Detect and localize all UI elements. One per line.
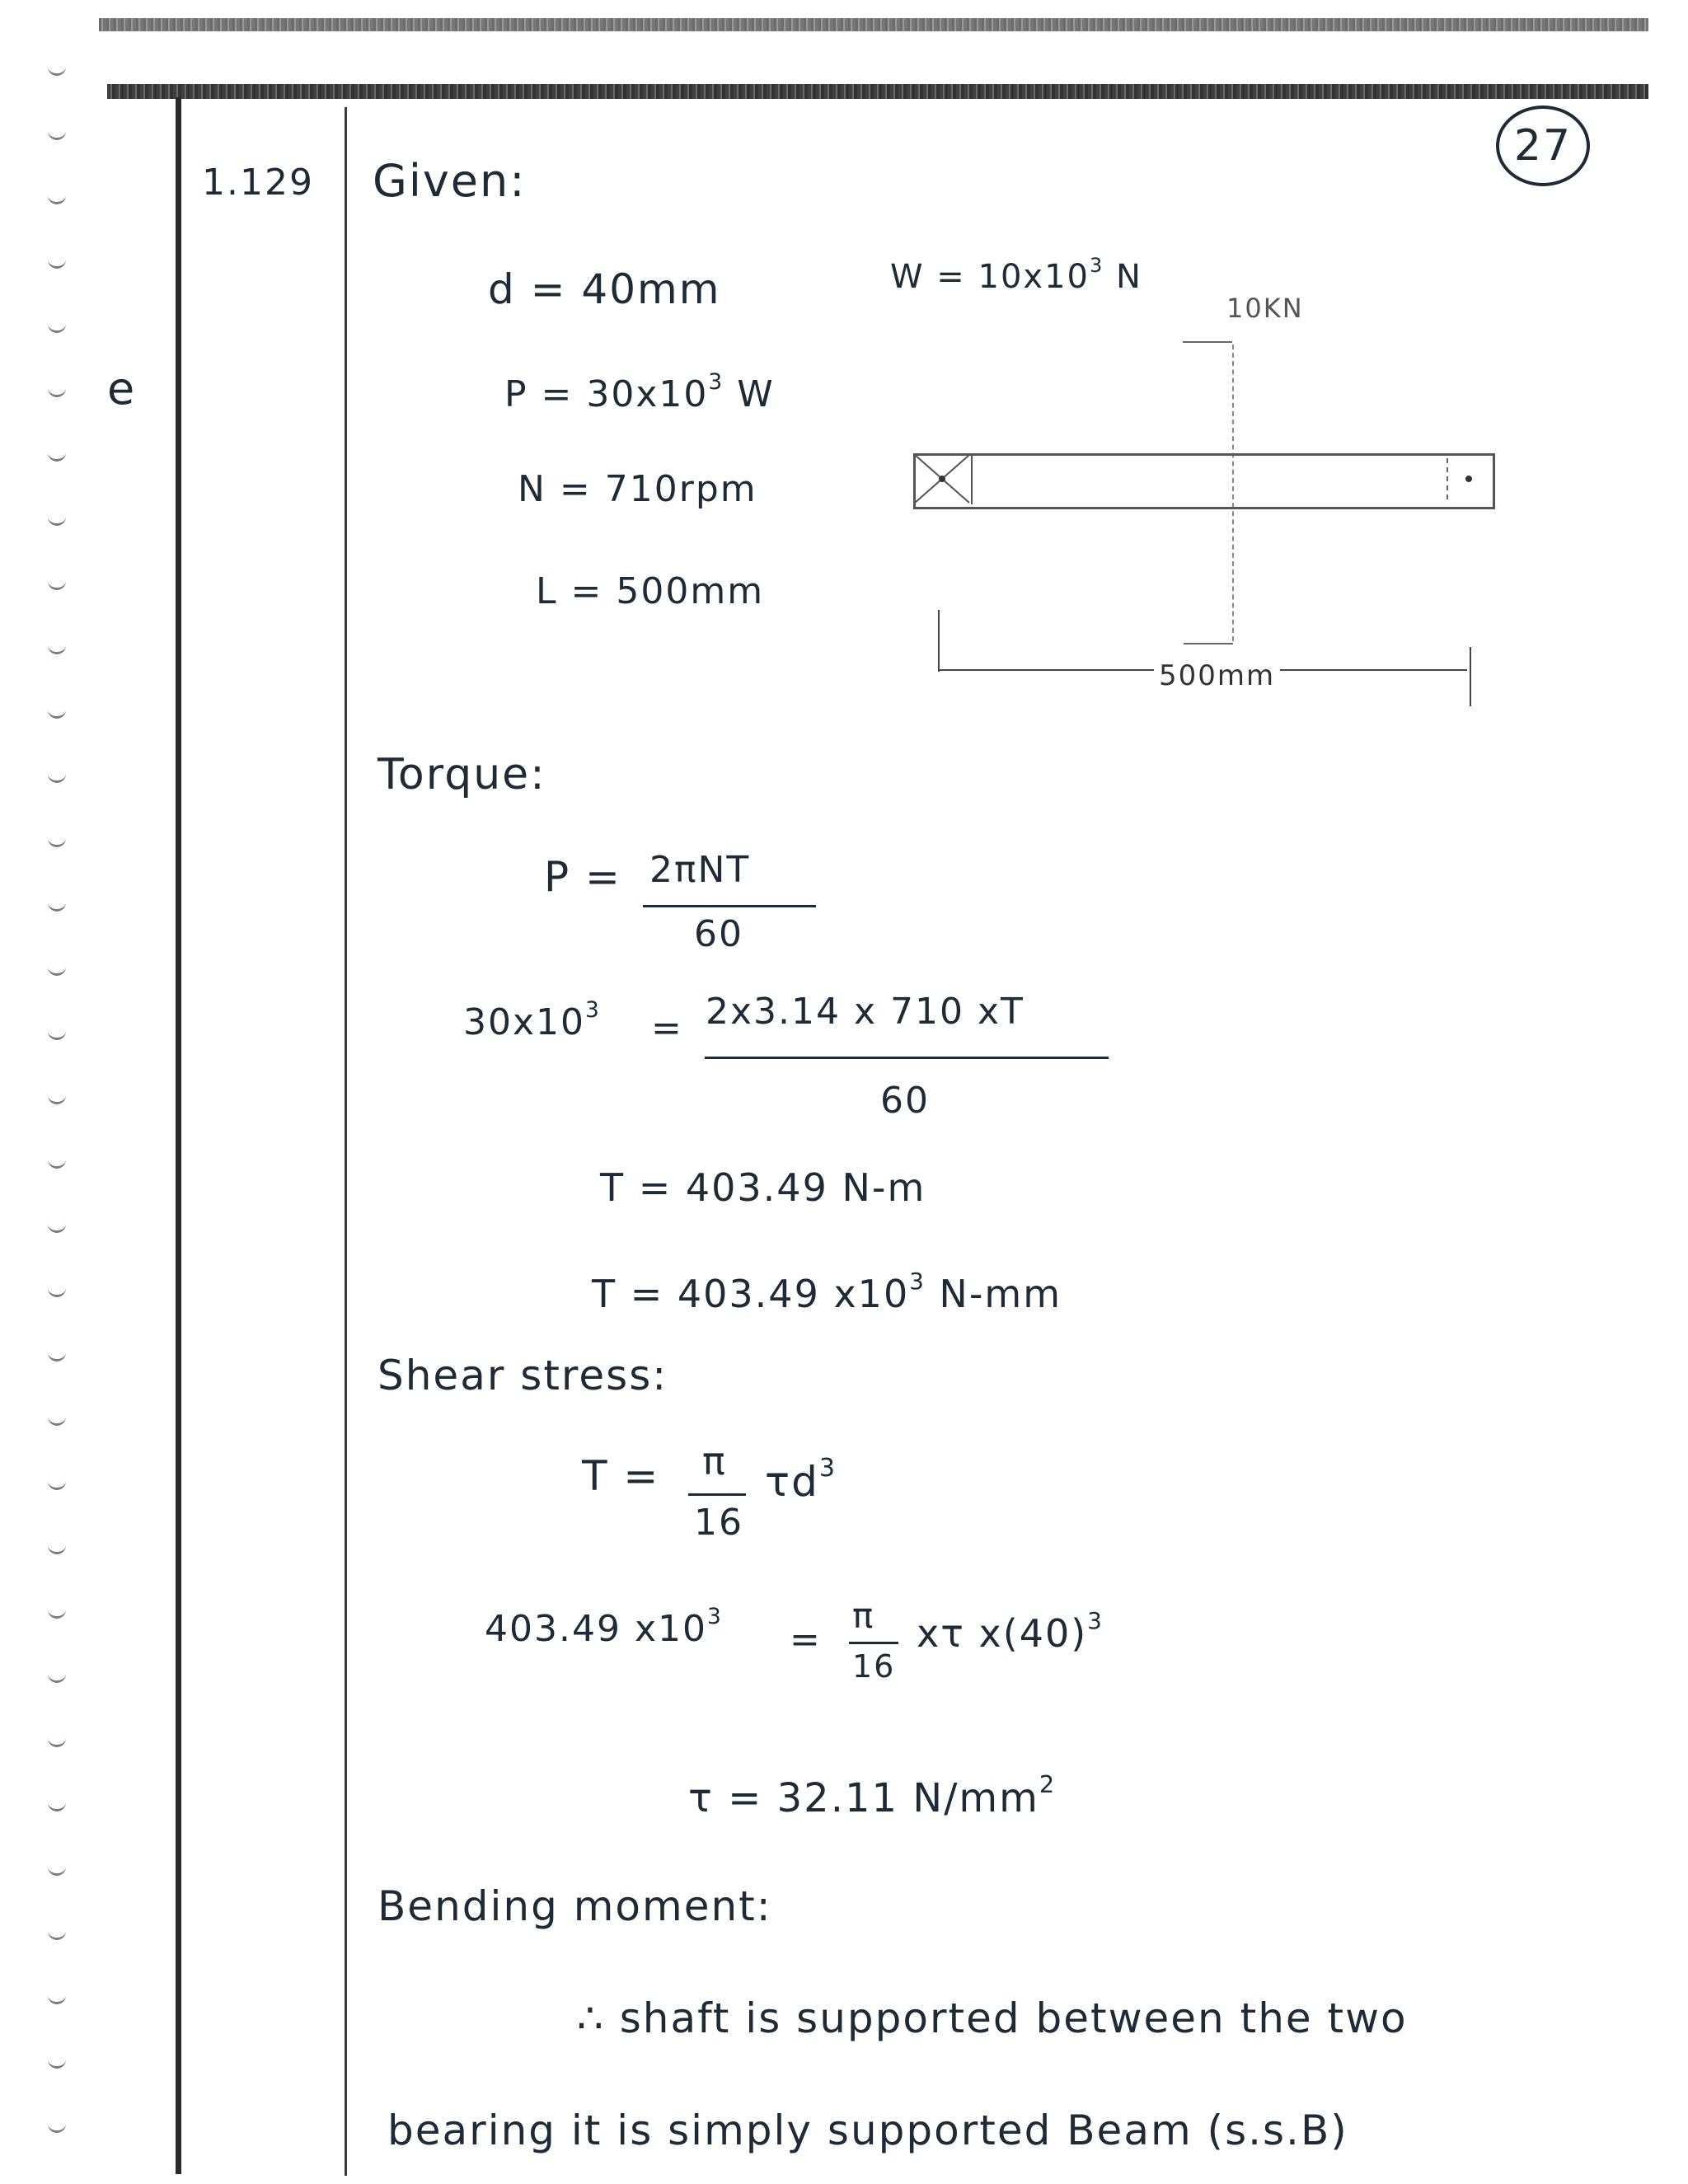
spiral-hole <box>48 62 66 76</box>
shear-eq2-den: 16 <box>852 1648 896 1685</box>
spiral-hole <box>48 2055 66 2069</box>
shear-eq1-lhs: T = <box>582 1452 660 1500</box>
problem-number: 1.129 <box>202 162 314 204</box>
spiral-hole <box>48 1283 66 1297</box>
shear-result: τ = 32.11 $N/mm^2$ <box>688 1770 1057 1822</box>
left-bearing <box>913 453 973 504</box>
given-l: L = 500mm <box>536 570 765 612</box>
shear-eq2-bar <box>849 1642 898 1644</box>
torque-eq1-den: 60 <box>694 913 743 955</box>
load-label: 10KN <box>1226 293 1304 324</box>
page-number: 27 <box>1513 121 1573 171</box>
torque-heading: Torque: <box>377 750 546 799</box>
spiral-hole <box>48 1605 66 1619</box>
spiral-hole <box>48 190 66 204</box>
spiral-hole <box>48 1219 66 1233</box>
page-number-circle <box>1496 105 1590 186</box>
spiral-hole <box>48 833 66 847</box>
torque-eq2-bar <box>705 1057 1109 1059</box>
torque-eq2-num: 2x3.14 x 710 xT <box>706 991 1025 1033</box>
spiral-hole <box>48 1797 66 1811</box>
torque-eq1-num: 2πNT <box>649 849 751 891</box>
spiral-hole <box>48 1669 66 1683</box>
span-label: 500mm <box>1154 659 1280 692</box>
beam-shaft <box>913 453 1495 509</box>
dimension-tick-right <box>1470 647 1471 706</box>
bending-line-2: bearing it is simply supported Beam (s.s.B) <box>387 2107 1348 2154</box>
given-p: $P = 30x10^3$ W <box>504 369 775 416</box>
spiral-hole <box>48 640 66 654</box>
spiral-hole <box>48 962 66 976</box>
spiral-hole <box>48 2119 66 2133</box>
spiral-hole <box>48 1990 66 2004</box>
torque-eq2-eq: = <box>651 1007 683 1049</box>
spiral-hole <box>48 383 66 397</box>
given-w: $W = 10x10^3$ N <box>890 254 1142 297</box>
bending-heading: Bending moment: <box>377 1882 772 1930</box>
margin-line <box>176 97 181 2174</box>
spiral-hole <box>48 1412 66 1426</box>
spiral-hole <box>48 448 66 462</box>
top-rule <box>99 18 1648 31</box>
spiral-hole <box>48 1090 66 1104</box>
dimension-tick-left <box>938 610 940 672</box>
given-d: d = 40mm <box>488 265 721 313</box>
spiral-hole <box>48 1347 66 1361</box>
spiral-hole <box>48 1926 66 1940</box>
spiral-hole <box>48 1476 66 1490</box>
spiral-hole <box>48 255 66 269</box>
load-tick-bottom <box>1184 643 1233 644</box>
spiral-hole <box>48 1026 66 1040</box>
shear-eq2-rhs: xτ $x(40)^3$ <box>917 1607 1104 1657</box>
header-rule <box>107 84 1648 99</box>
torque-eq2-den: 60 <box>880 1080 930 1122</box>
spiral-hole <box>48 512 66 526</box>
given-heading: Given: <box>373 155 527 207</box>
shear-eq2-num: π <box>852 1596 875 1636</box>
shear-eq1-den: 16 <box>694 1502 743 1544</box>
torque-result-nm: T = 403.49 N-m <box>600 1165 926 1210</box>
margin-mark: e <box>107 363 137 415</box>
spiral-hole <box>48 1540 66 1554</box>
spiral-hole <box>48 1155 66 1169</box>
shear-heading: Shear stress: <box>377 1352 668 1399</box>
column-line <box>345 107 347 2176</box>
spiral-hole <box>48 1862 66 1876</box>
right-bearing <box>1447 458 1489 499</box>
spiral-hole <box>48 319 66 333</box>
spiral-hole <box>48 1733 66 1747</box>
bearing-cross-icon <box>913 453 971 504</box>
torque-result-nmm: T = 403.49 $x10^3$ N-mm <box>592 1268 1062 1317</box>
torque-eq1-lhs: P = <box>544 853 621 901</box>
spiral-hole <box>48 576 66 590</box>
given-n: N = 710rpm <box>518 468 757 510</box>
bending-line-1: ∴ shaft is supported between the two <box>577 1994 1408 2042</box>
shear-eq1-num: π <box>702 1439 727 1483</box>
shear-eq1-rhs: $\tau d^3$ <box>765 1454 837 1506</box>
spiral-hole <box>48 705 66 719</box>
shear-eq1-bar <box>688 1493 746 1496</box>
bearing-dot-icon <box>1448 458 1489 499</box>
spiral-hole <box>48 769 66 783</box>
spiral-hole <box>48 898 66 912</box>
load-tick-top <box>1183 341 1232 343</box>
shear-eq2-eq: = <box>790 1619 822 1661</box>
spiral-hole <box>48 126 66 140</box>
shear-eq2-lhs: 403.49 $x10^3$ <box>485 1604 723 1651</box>
torque-eq2-lhs: $30x10^3$ <box>463 997 601 1044</box>
torque-eq1-bar <box>643 905 816 907</box>
